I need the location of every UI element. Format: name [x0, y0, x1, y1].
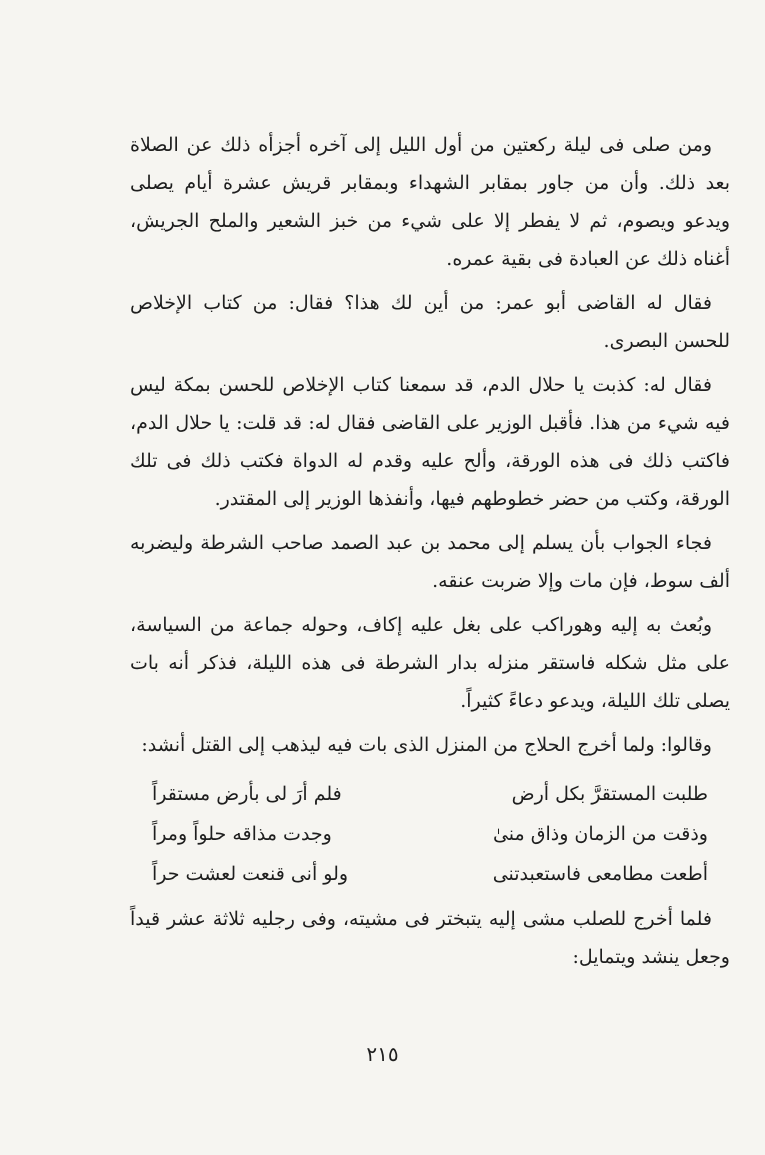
verse-second-hemistich: فلم أرَ لى بأرض مستقراً [152, 783, 342, 805]
paragraph-1: ومن صلى فى ليلة ركعتين من أول الليل إلى آخره أجزأه ذلك عن الصلاة بعد ذلك. وأن من جاور بمقابر الشهداء وبمقابر قريش عشرة أيام يصلى ويدعو ويصوم، ثم لا يفطر إلا على شيء من خبز الشعير والملح الجريش، أغناه ذلك عن العبادة فى بقية عمره. [130, 134, 730, 270]
page-number: ٢١٥ [366, 1042, 399, 1066]
poem-verse [152, 854, 708, 894]
verse-second-hemistich: ولو أنى قنعت لعشت حراً [152, 863, 349, 885]
verse-first-hemistich: أطعت مطامعى فاستعبدتنى [492, 863, 708, 885]
verse-second-hemistich: وجدت مذاقه حلواً ومراً [152, 823, 332, 845]
paragraph-6: وقالوا: ولما أخرج الحلاج من المنزل الذى بات فيه ليذهب إلى القتل أنشد: [141, 734, 712, 756]
paragraph-5: وبُعث به إليه وهوراكب على بغل عليه إكاف، وحوله جماعة من السياسة، على مثل شكله فاستقر منزله بدار الشرطة فى هذه الليلة، فذكر أنه بات يصلى تلك الليلة، ويدعو دعاءً كثيراً. [130, 614, 730, 712]
paragraph-4: فجاء الجواب بأن يسلم إلى محمد بن عبد الصمد صاحب الشرطة وليضربه ألف سوط، فإن مات وإلا ضربت عنقه. [130, 532, 730, 592]
poem-verse [152, 814, 708, 854]
page-body [130, 126, 730, 976]
verse-first-hemistich: طلبت المستقرَّ بكل أرض [511, 783, 708, 805]
paragraph-2: فقال له القاضى أبو عمر: من أين لك هذا؟ فقال: من كتاب الإخلاص للحسن البصرى. [130, 292, 730, 352]
verse-first-hemistich: وذقت من الزمان وذاق منىٰ [492, 823, 708, 845]
poem [130, 774, 730, 894]
closing-paragraph: فلما أخرج للصلب مشى إليه يتبختر فى مشيته، وفى رجليه ثلاثة عشر قيداً وجعل ينشد ويتمايل: [130, 908, 730, 968]
paragraph-3: فقال له: كذبت يا حلال الدم، قد سمعنا كتاب الإخلاص للحسن بمكة ليس فيه شيء من هذا. فأقبل الوزير على القاضى فقال له: قد قلت: يا حلال الدم، فاكتب ذلك فى هذه الورقة، وألح عليه وقدم له الدواة فكتب ذلك فى تلك الورقة، وكتب من حضر خطوطهم فيها، وأنفذها الوزير إلى المقتدر. [130, 374, 730, 510]
poem-verse [152, 774, 708, 814]
